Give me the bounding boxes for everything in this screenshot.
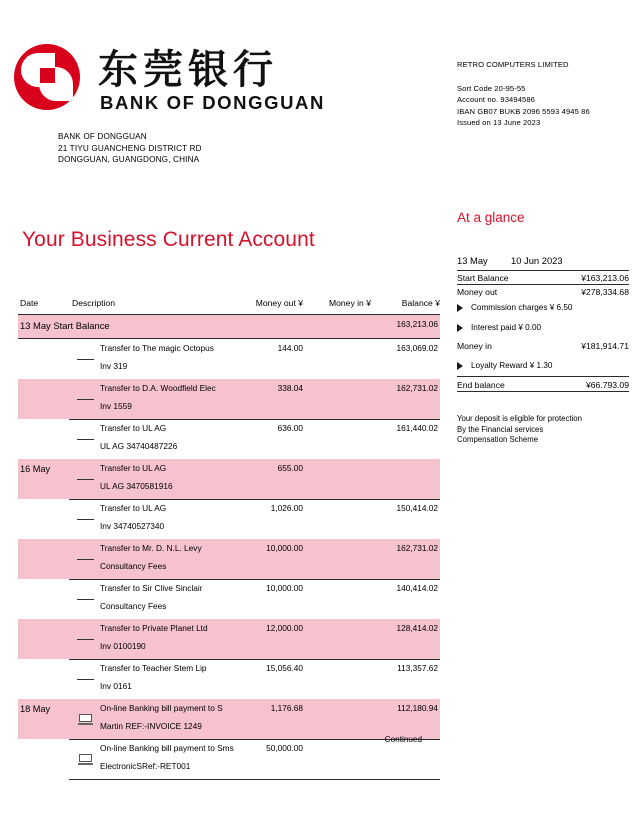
row-description: On-line Banking bill payment to S xyxy=(100,703,223,713)
customer-details xyxy=(457,59,590,128)
row-description-sub: Consultancy Fees xyxy=(100,561,167,571)
dash-icon xyxy=(77,399,94,400)
glance-money-out xyxy=(457,284,629,298)
column-header-description: Description xyxy=(72,298,115,308)
dash-icon xyxy=(77,479,94,480)
row-description-sub: UL AG 34740487226 xyxy=(100,441,178,451)
row-description-sub: Consultancy Fees xyxy=(100,601,167,611)
row-icon xyxy=(76,633,96,647)
row-date: 16 May xyxy=(20,464,51,474)
row-icon xyxy=(76,513,96,527)
dash-icon xyxy=(77,599,94,600)
row-description: Transfer to Private Planet Ltd xyxy=(100,623,208,633)
row-balance: 161,440.02 xyxy=(396,423,438,433)
issue-date: Issued on 13 June 2023 xyxy=(457,117,541,127)
bank-address-line-2: 21 TIYU GUANCHENG DISTRICT RD xyxy=(58,143,202,153)
glance-start-balance-label: Start Balance xyxy=(457,273,509,283)
table-row[interactable] xyxy=(18,419,440,459)
at-a-glance-title: At a glance xyxy=(457,210,525,225)
row-money-out: 338.04 xyxy=(277,383,303,393)
column-header-money-out: Money out ¥ xyxy=(255,298,303,308)
protection-line-2: By the Financial services xyxy=(457,424,544,434)
glance-start-balance-value: ¥163,213.06 xyxy=(581,273,629,283)
row-balance: 128,414.02 xyxy=(396,623,438,633)
protection-line-1: Your deposit is eligible for protection xyxy=(457,414,582,423)
sort-code: Sort Code 20-95-55 xyxy=(457,84,526,94)
glance-money-out-label: Money out xyxy=(457,287,498,297)
row-money-out: 10,000.00 xyxy=(266,543,303,553)
glance-date-to: 10 Jun 2023 xyxy=(511,255,563,266)
table-row[interactable] xyxy=(18,579,440,619)
row-balance: 150,414.02 xyxy=(396,503,438,513)
dash-icon xyxy=(77,439,94,440)
start-balance-label: 13 May Start Balance xyxy=(20,320,110,331)
iban: IBAN GB07 BUKB 2096 5593 4945 86 xyxy=(457,106,590,116)
logo-chinese-name: 东莞银行 xyxy=(98,47,278,93)
glance-loyalty-reward[interactable] xyxy=(457,356,629,376)
bank-address-line-1: BANK OF DONGGUAN xyxy=(58,132,147,141)
row-description-sub: Martin REF:-INVOICE 1249 xyxy=(100,721,202,731)
row-description: Transfer to UL AG xyxy=(100,503,167,513)
row-money-out: 12,000.00 xyxy=(266,623,303,633)
customer-name: RETRO COMPUTERS LIMITED xyxy=(457,60,569,69)
row-icon xyxy=(76,473,96,487)
at-a-glance-panel xyxy=(457,210,629,446)
page-title: Your Business Current Account xyxy=(22,228,315,251)
start-balance-value: 163,213.06 xyxy=(396,319,438,329)
row-description-sub: Inv 0161 xyxy=(100,681,132,691)
row-description: Transfer to UL AG xyxy=(100,463,167,473)
continued-label: Continued xyxy=(384,735,422,744)
dash-icon xyxy=(77,639,94,640)
glance-money-in-label: Money in xyxy=(457,341,492,351)
row-description: Transfer to Sir Clive Sinclair xyxy=(100,583,203,593)
row-balance: 162,731.02 xyxy=(396,543,438,553)
row-money-out: 636.00 xyxy=(277,423,303,433)
row-description-sub: Inv 34740527340 xyxy=(100,521,165,531)
table-row[interactable] xyxy=(18,739,440,779)
row-balance: 113,357.62 xyxy=(397,663,438,673)
row-icon xyxy=(76,393,96,407)
row-description: Transfer to Teacher Stem Lip xyxy=(100,663,207,673)
table-row[interactable] xyxy=(18,699,440,739)
row-balance: 112,180.94 xyxy=(397,703,438,713)
table-row[interactable] xyxy=(18,539,440,579)
row-money-out: 15,056.40 xyxy=(266,663,303,673)
column-header-date: Date xyxy=(20,298,39,308)
table-row[interactable] xyxy=(18,619,440,659)
start-balance-row xyxy=(18,314,440,339)
row-description-sub: Inv 319 xyxy=(100,361,128,371)
glance-interest-label: Interest paid ¥ 0.00 xyxy=(471,323,542,332)
table-row[interactable] xyxy=(18,379,440,419)
glance-money-in-value: ¥181,914.71 xyxy=(581,341,629,351)
row-description: Transfer to UL AG xyxy=(100,423,167,433)
monitor-icon xyxy=(79,754,92,765)
row-description: Transfer to The magic Octopus xyxy=(100,343,214,353)
row-money-out: 144.00 xyxy=(277,343,303,353)
glance-end-balance xyxy=(457,376,629,392)
row-icon xyxy=(76,713,96,727)
row-money-out: 10,000.00 xyxy=(266,583,303,593)
row-money-out: 50,000.00 xyxy=(266,743,303,753)
row-description-sub: ElectronicSRef:-RET001 xyxy=(100,761,191,771)
table-row[interactable] xyxy=(18,499,440,539)
row-icon xyxy=(76,753,96,767)
column-header-money-in: Money in ¥ xyxy=(328,298,371,308)
row-money-out: 1,176.68 xyxy=(270,703,303,713)
account-number: Account no. 93494586 xyxy=(457,95,536,105)
bank-logo xyxy=(14,44,325,124)
glance-end-balance-label: End balance xyxy=(457,380,505,390)
table-header-row xyxy=(18,296,440,314)
triangle-bullet-icon xyxy=(457,324,463,332)
row-icon xyxy=(76,433,96,447)
row-balance: 140,414.02 xyxy=(396,583,438,593)
row-description-sub: UL AG 3470581916 xyxy=(100,481,173,491)
protection-notice xyxy=(457,414,629,446)
glance-loyalty-label: Loyalty Reward ¥ 1.30 xyxy=(471,361,553,370)
row-date: 18 May xyxy=(20,704,51,714)
transactions-table xyxy=(18,296,440,779)
glance-date-from: 13 May xyxy=(457,255,488,266)
glance-commission-label: Commission charges ¥ 6.50 xyxy=(471,303,573,312)
monitor-icon xyxy=(79,714,92,725)
triangle-bullet-icon xyxy=(457,304,463,312)
table-row[interactable] xyxy=(18,339,440,379)
row-description-sub: Inv 1559 xyxy=(100,401,132,411)
dash-icon xyxy=(77,359,94,360)
bank-address xyxy=(58,131,202,166)
glance-money-in xyxy=(457,338,629,356)
row-icon xyxy=(76,673,96,687)
row-balance: 163,069.02 xyxy=(396,343,438,353)
table-bottom-rule xyxy=(69,779,303,780)
row-icon xyxy=(76,353,96,367)
bank-address-line-3: DONGGUAN, GUANGDONG, CHINA xyxy=(58,155,200,165)
glance-interest-paid[interactable] xyxy=(457,318,629,338)
column-header-balance: Balance ¥ xyxy=(401,298,440,308)
dongguan-logo-icon xyxy=(14,44,80,110)
glance-money-out-value: ¥278,334.68 xyxy=(581,287,629,297)
row-icon xyxy=(76,553,96,567)
dash-icon xyxy=(77,519,94,520)
row-description: Transfer to Mr. D. N.L. Levy xyxy=(100,543,202,553)
row-money-out: 655.00 xyxy=(277,463,303,473)
protection-line-3: Compensation Scheme xyxy=(457,435,539,445)
table-row[interactable] xyxy=(18,659,440,699)
logo-english-name: BANK OF DONGGUAN xyxy=(100,92,325,113)
table-row[interactable] xyxy=(18,459,440,499)
glance-end-balance-value: ¥66.793.09 xyxy=(585,380,629,390)
row-money-out: 1,026.00 xyxy=(270,503,303,513)
dash-icon xyxy=(77,679,94,680)
row-icon xyxy=(76,593,96,607)
glance-commission-charges[interactable] xyxy=(457,298,629,318)
glance-period xyxy=(457,255,629,270)
glance-start-balance xyxy=(457,270,629,284)
row-description-sub: Inv 0100190 xyxy=(100,641,146,651)
row-description: On-line Banking bill payment to Sms xyxy=(100,743,234,753)
row-description: Transfer to D.A. Woodfield Elec xyxy=(100,383,216,393)
dash-icon xyxy=(77,559,94,560)
triangle-bullet-icon xyxy=(457,362,463,370)
statement-header xyxy=(0,0,638,200)
row-balance: 162,731.02 xyxy=(396,383,438,393)
